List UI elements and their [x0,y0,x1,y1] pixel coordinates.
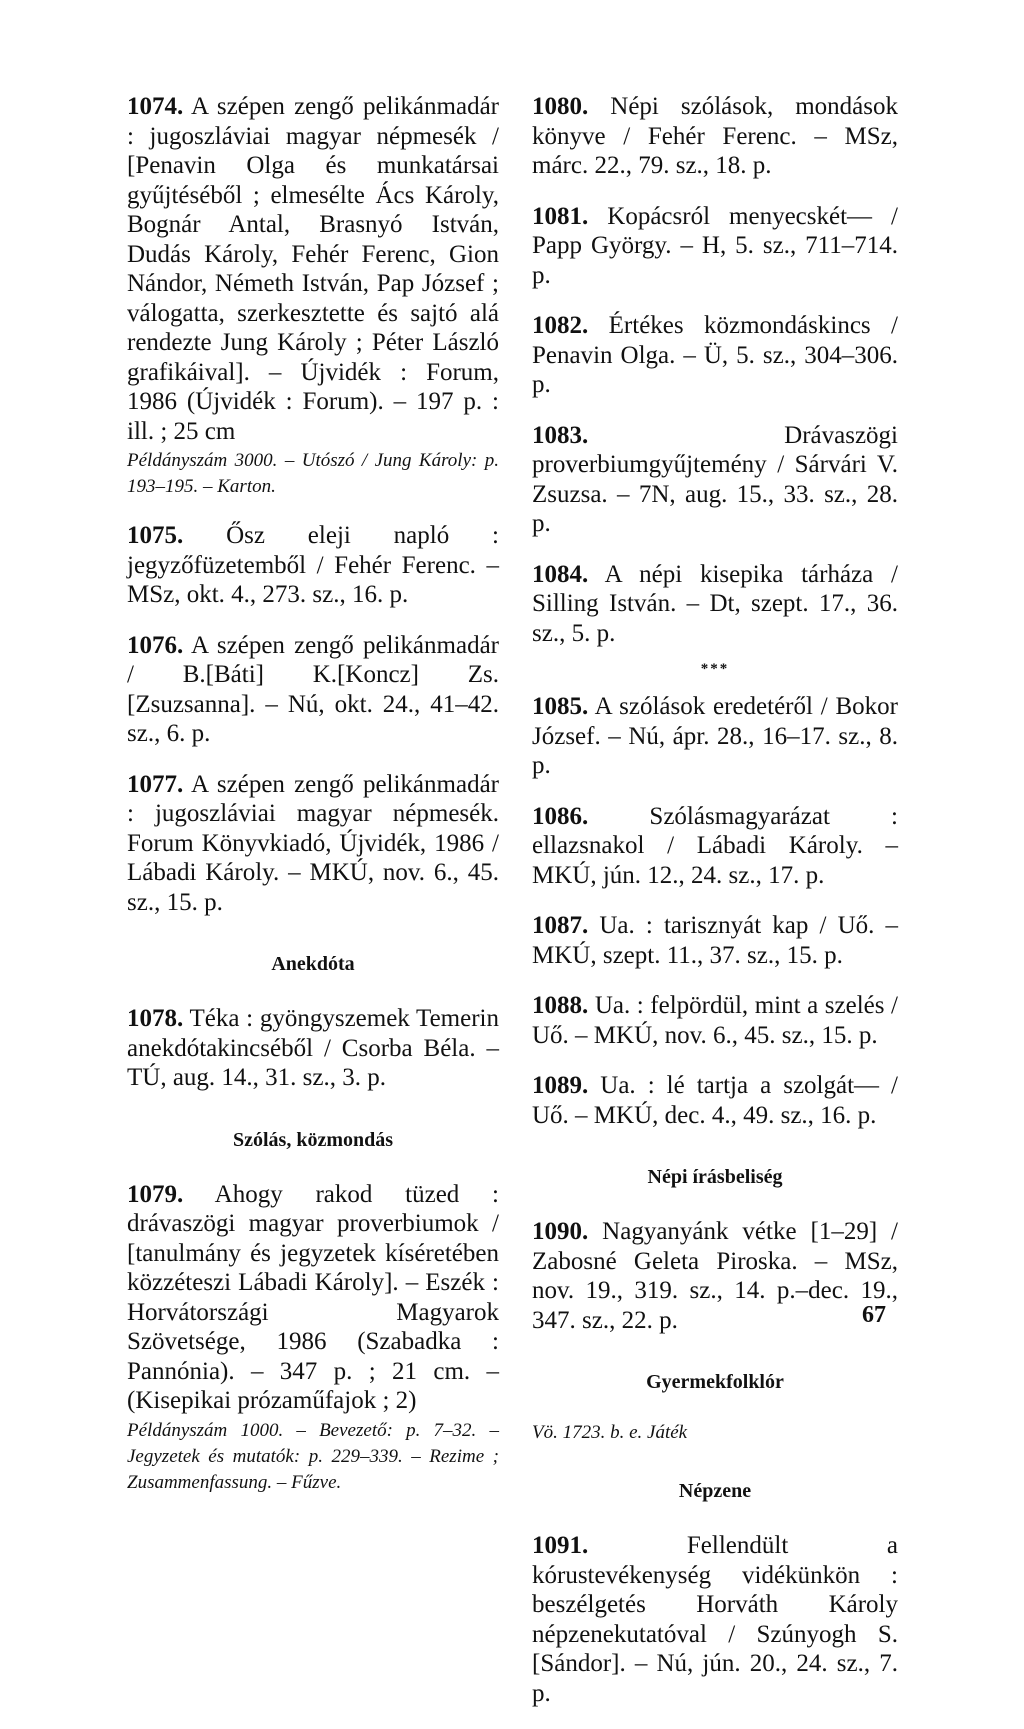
entry-text: Kopácsról menyecskét— / Papp György. – H, 5. sz., 711–714. p. [532,202,898,289]
entry-text: Ua. : lé tartja a szolgát— / Uő. – MKÚ, dec. 4., 49. sz., 16. p. [532,1072,898,1129]
entry-1080 [532,92,898,181]
entry-number: 1085. [532,693,589,720]
entry-text: Ahogy rakod tüzed : drávaszögi magyar proverbiumok / [tanulmány és jegyzetek kíséretében közzéteszi Lábadi Károly]. – Eszék : Horvátországi Magyarok Szövetsége, 1986 (Szabadka : Pannónia). – 347 p. ; 21 cm. – (Kisepikai prózaműfajok ; 2) [127,1180,499,1414]
section-heading-szolas: Szólás, közmondás [232,1128,394,1151]
entry-number: 1086. [532,802,589,830]
entry-number: 1084. [532,560,589,588]
entry-text: Téka : gyöngyszemek Temerin anekdótakincséből / Csorba Béla. – TÚ, aug. 14., 31. sz., 3. p. [127,1005,499,1091]
entry-number: 1077. [127,770,184,798]
entry-number: 1078. [127,1005,184,1032]
right-column [532,92,898,1729]
entry-number: 1089. [532,1072,589,1099]
entry-1084 [532,560,898,649]
entry-text: Népi szólások, mondások könyve / Fehér Ferenc. – MSz, márc. 22., 79. sz., 18. p. [532,93,898,179]
section-heading-anekdota: Anekdóta [271,953,355,975]
entry-number: 1076. [127,631,184,659]
entry-1091 [532,1531,898,1708]
entry-text: A szépen zengő pelikánmadár : jugoszláviai magyar népmesék. Forum Könyvkiadó, Újvidék, 1986 / Lábadi Károly. – MKÚ, nov. 6., 45. sz., 15. p. [127,770,499,916]
entry-1087 [532,911,898,970]
entry-text: A szólások eredetéről / Bokor József. – Nú, ápr. 28., 16–17. sz., 8. p. [532,693,898,779]
entry-1086 [532,802,898,891]
section-heading-irasbeliseg: Népi írásbeliség [647,1166,783,1188]
entry-number: 1083. [532,421,589,449]
cross-reference: Vö. 1723. b. e. Játék [532,1422,688,1443]
entry-1076 [127,631,499,749]
entry-number: 1075. [127,522,184,549]
separator-stars: *** [700,661,730,677]
entry-1089 [532,1071,898,1130]
page-number: 67 [862,1302,886,1328]
entry-number: 1074. [127,93,184,120]
entry-1079 [127,1180,499,1496]
entry-text: Fellendült a kórustevékenység vidékünkön : beszélgetés Horváth Károly népzenekutatóval / Szúnyogh S.[Sándor]. – Nú, jún. 20., 24. sz., 7. p. [532,1532,898,1707]
entry-1078 [127,1004,499,1093]
entry-1082 [532,311,898,400]
entry-number: 1087. [532,912,589,939]
entry-number: 1079. [127,1180,184,1208]
entry-text: A népi kisepika tárháza / Silling István. – Dt, szept. 17., 36. sz., 5. p. [532,560,898,647]
entry-1090 [532,1217,898,1335]
left-column [127,92,499,1517]
entry-number: 1091. [532,1532,589,1559]
entry-text: Szólásmagyarázat : ellazsnakol / Lábadi Károly. – MKÚ, jún. 12., 24. sz., 17. p. [532,802,899,889]
entry-1081 [532,202,898,291]
entry-number: 1088. [532,992,589,1019]
entry-1085 [532,692,898,781]
entry-number: 1081. [532,202,589,230]
entry-text: A szépen zengő pelikánmadár / B.[Báti] K.[Koncz] Zs.[Zsuzsanna]. – Nú, okt. 24., 41–42. sz., 6. p. [127,631,499,747]
entry-1083 [532,421,898,539]
entry-number: 1090. [532,1218,589,1245]
entry-text: Nagyanyánk vétke [1–29] / Zabosné Geleta Piroska. – MSz, nov. 19., 319. sz., 14. p.–dec. 19., 347. sz., 22. p. [532,1218,899,1334]
entry-note: Példányszám 3000. – Utószó / Jung Károly: p. 193–195. – Karton. [127,450,499,497]
entry-1088 [532,991,898,1050]
entry-1075 [127,521,499,610]
section-heading-nepzene: Népzene [678,1480,752,1502]
entry-text: Ua. : tarisznyát kap / Uő. – MKÚ, szept. 11., 37. sz., 15. p. [532,912,898,969]
entry-note: Példányszám 1000. – Bevezető: p. 7–32. – Jegyzetek és mutatók: p. 229–339. – Rezime ; Zusammenfassung. – Fűzve. [127,1419,499,1493]
entry-1077 [127,770,499,918]
entry-text: Ua. : felpördül, mint a szelés / Uő. – MKÚ, nov. 6., 45. sz., 15. p. [532,992,898,1049]
entry-1074 [127,92,499,500]
entry-text: Drávaszögi proverbiumgyűjtemény / Sárvári V. Zsuzsa. – 7N, aug. 15., 33. sz., 28. p. [532,421,898,537]
entry-number: 1080. [532,93,589,120]
entry-text: A szépen zengő pelikánmadár : jugoszláviai magyar népmesék / [Penavin Olga és munkatársai gyűjtéséből ; elmesélte Ács Károly, Bognár Antal, Brasnyó István, Dudás Károly, Fehér Ferenc, Gion Nándor, Németh István, Pap József ; válogatta, szerkesztette és sajtó alá rendezte Jung Károly ; Péter László grafikáival]. – Újvidék : Forum, 1986 (Újvidék : Forum). – 197 p. : ill. ; 25 cm [127,93,499,445]
entry-text: Ősz eleji napló : jegyzőfüzetemből / Fehér Ferenc. – MSz, okt. 4., 273. sz., 16. p. [127,522,499,608]
section-heading-gyermekfolklor: Gyermekfolklór [646,1371,784,1393]
entry-text: Értékes közmondáskincs / Penavin Olga. – Ü, 5. sz., 304–306. p. [532,312,898,398]
entry-number: 1082. [532,312,589,339]
